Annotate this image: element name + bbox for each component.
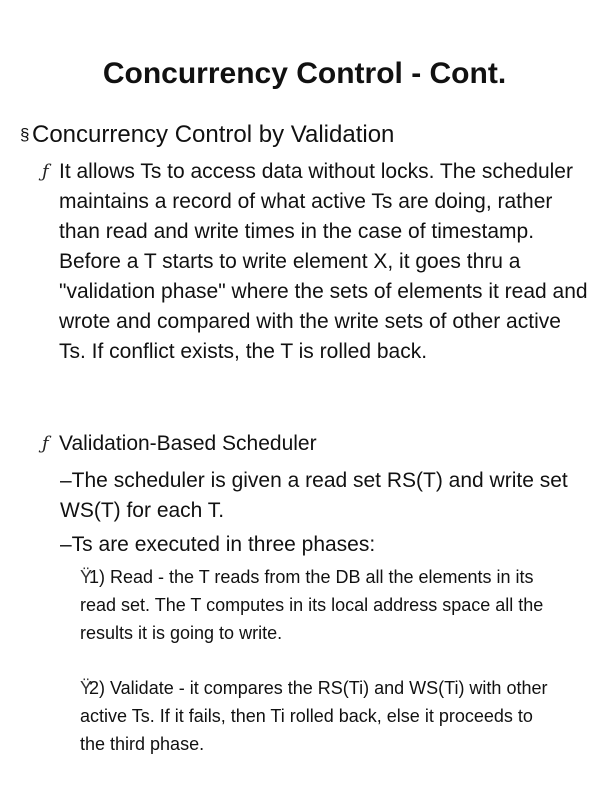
phase-item-read: [80, 563, 570, 647]
slide-title: Concurrency Control - Cont.: [102, 57, 507, 90]
dash-item-text: –Ts are executed in three phases:: [60, 533, 376, 556]
phase-bullet-icon: Ÿ: [80, 678, 93, 698]
sub-bullet-validation-description: [42, 157, 592, 367]
dash-item-three-phases: [60, 530, 580, 560]
sub-bullet-text: It allows Ts to access data without locks. The scheduler maintains a record of what active Ts are doing, rather than read and write times in the case of timestamp. Before a T starts to write element X, it goes thru a "validation phase" where the sets of elements it read and wrote and compared with the write sets of other active Ts. If conflict exists, the T is rolled back.: [59, 160, 588, 363]
phase-bullet-icon: Ÿ: [80, 567, 93, 587]
function-bullet-icon: ƒ: [42, 161, 49, 182]
sub-bullet-text: Validation-Based Scheduler: [59, 432, 317, 455]
main-bullet-text: Concurrency Control by Validation: [32, 121, 395, 148]
dash-item-text: –The scheduler is given a read set RS(T) and write set WS(T) for each T.: [60, 469, 568, 522]
dash-item-read-write-sets: [60, 466, 580, 526]
phase-item-validate: [80, 674, 570, 758]
sub-bullet-scheduler: [42, 429, 592, 459]
phase-item-text: 1) Read - the T reads from the DB all the elements in its read set. The T computes in its local address space all the results it is going to write.: [80, 567, 544, 643]
function-bullet-icon: ƒ: [42, 433, 49, 454]
phase-item-text: 2) Validate - it compares the RS(Ti) and WS(Ti) with other active Ts. If it fails, then Ti rolled back, else it proceeds to the third phase.: [80, 678, 548, 754]
section-bullet-icon: §: [20, 125, 30, 144]
